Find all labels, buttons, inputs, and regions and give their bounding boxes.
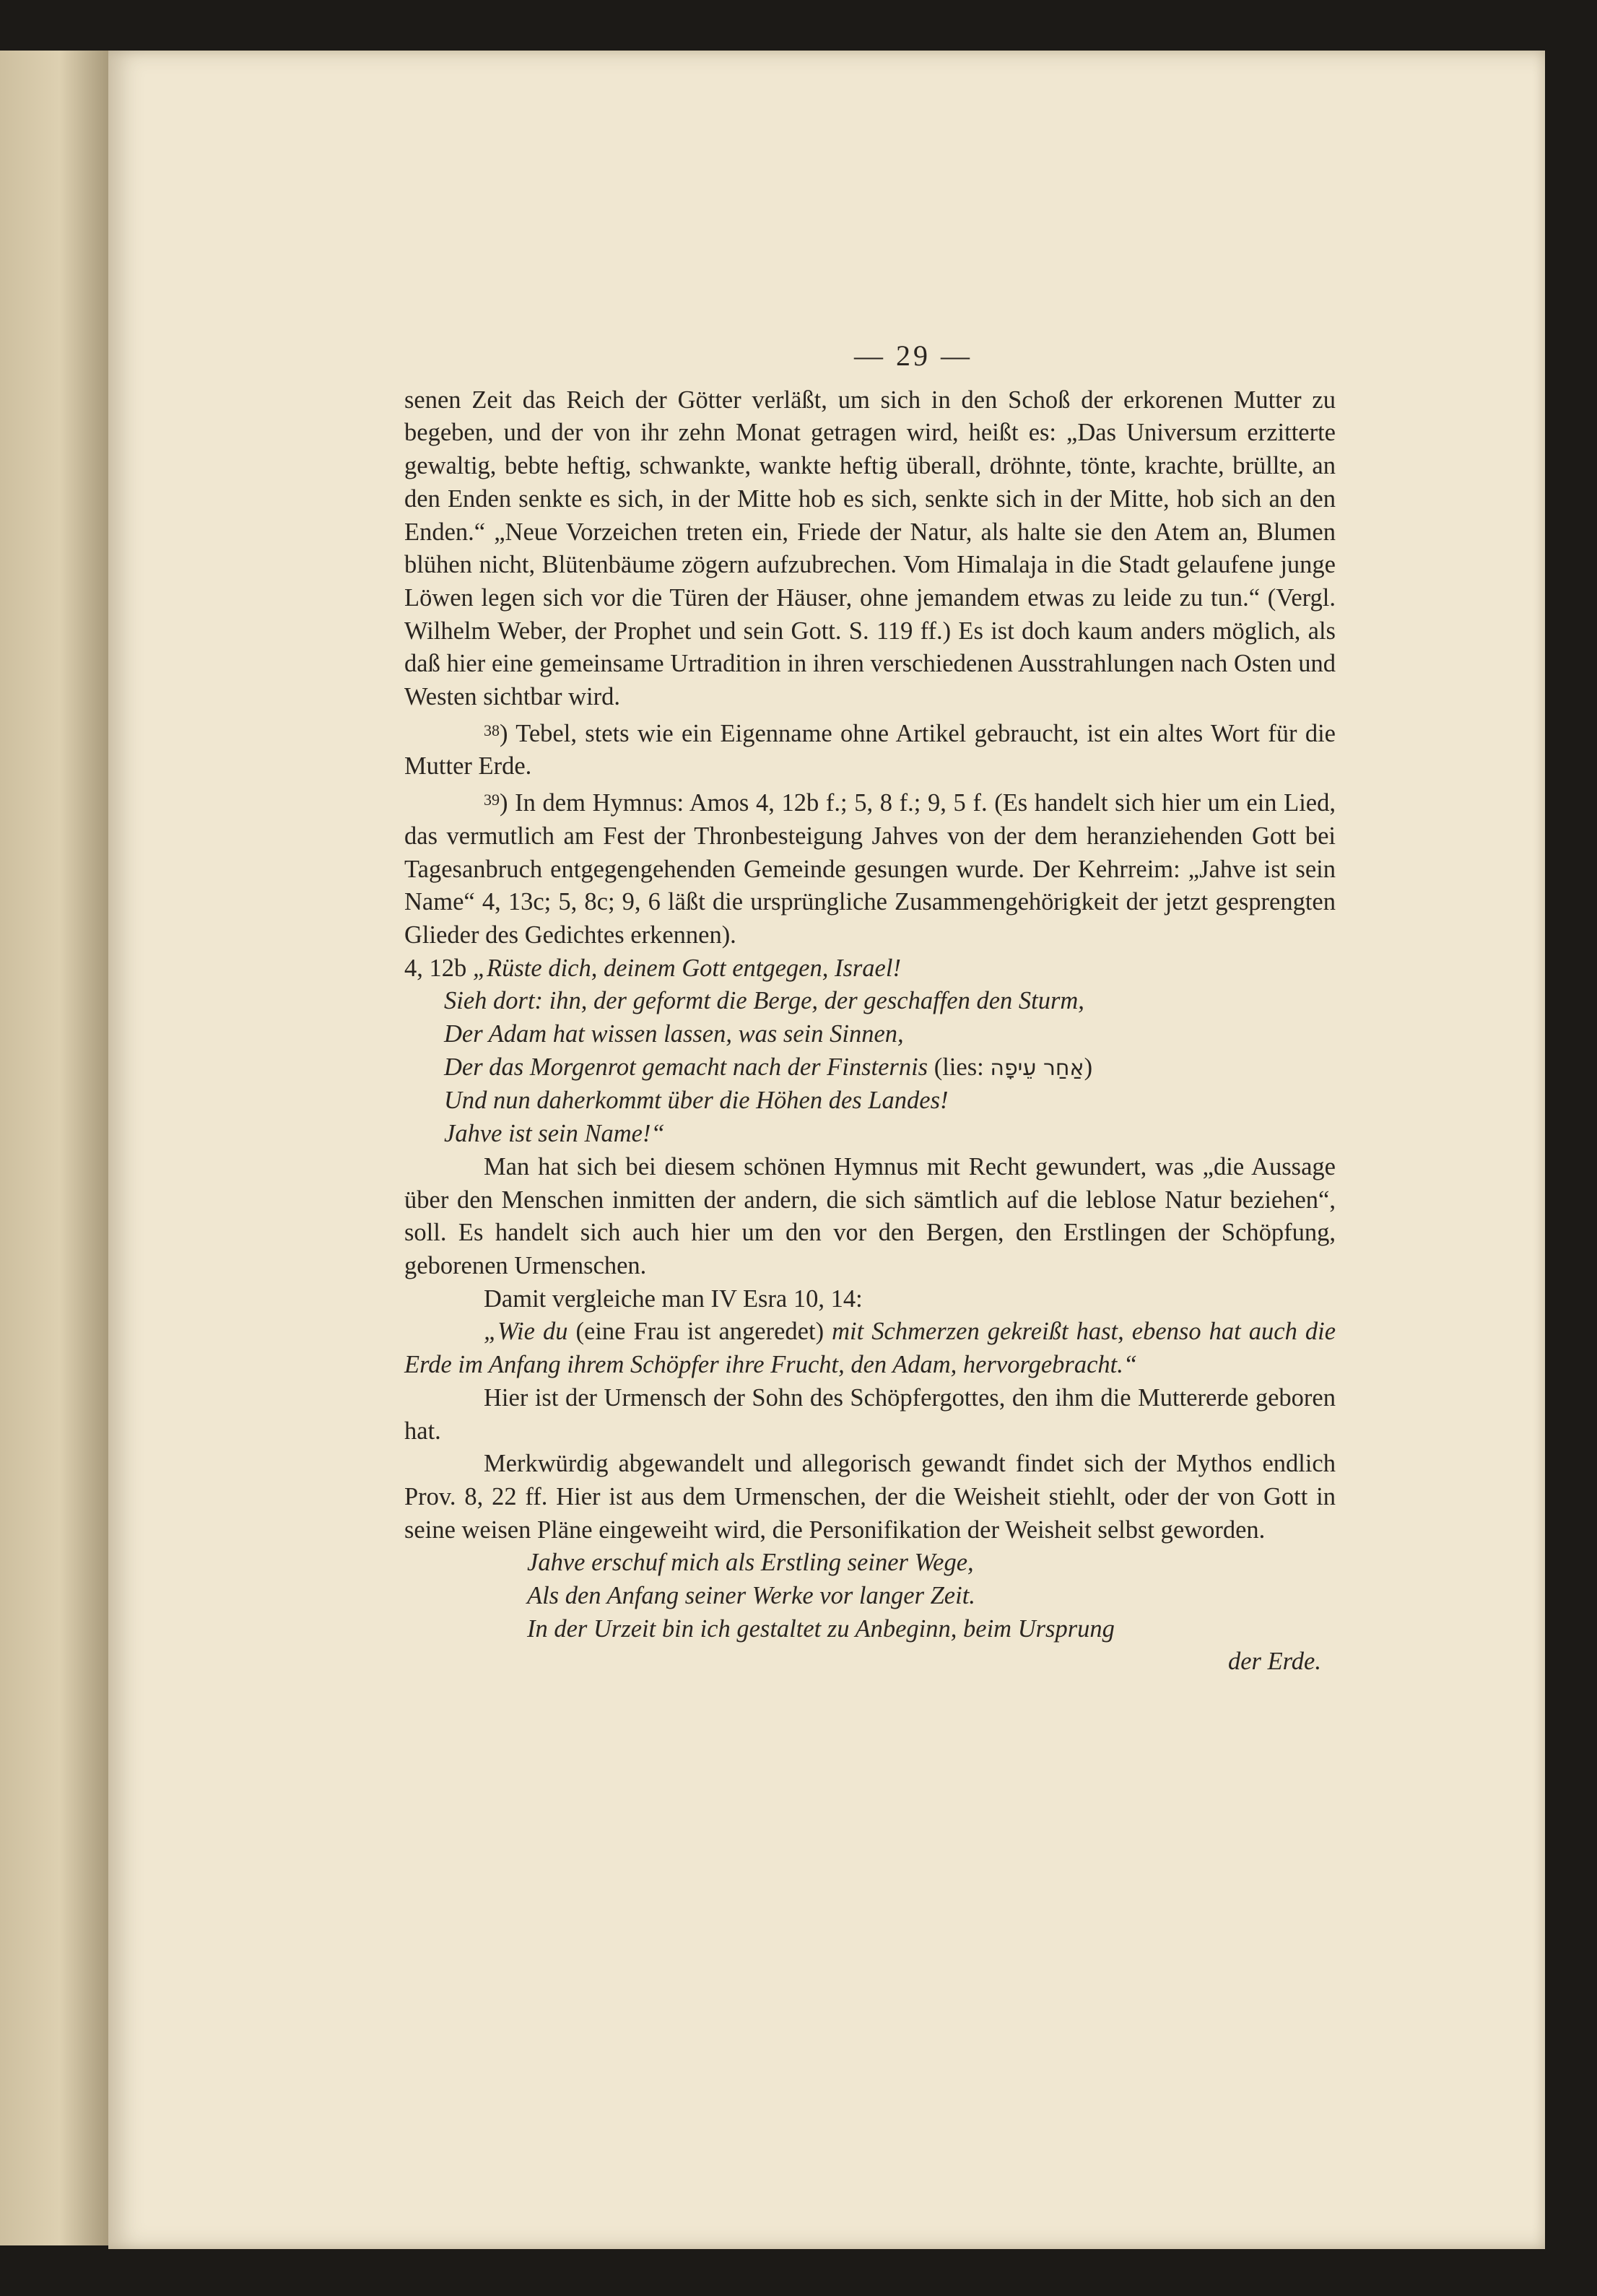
footnote-38-text: ) Tebel, stets wie ein Eigenname ohne Artikel gebraucht, ist ein altes Wort für die Mutter Erde. <box>404 719 1336 780</box>
esra-quote-part-2: (eine Frau ist angeredet) <box>575 1318 824 1346</box>
poem-line-2: Als den Anfang seiner Werke vor langer Zeit. <box>527 1582 975 1610</box>
amos-verse-label: 4, 12b <box>404 954 467 982</box>
paragraph-continuation: senen Zeit das Reich der Götter verläßt, um sich in den Schoß der erkorenen Mutter zu begeben, und der von ihr zehn Monat getragen wird, heißt es: „Das Universum erzitterte gewaltig, bebte heftig, schwankte, wankte heftig überall, dröhnte, tönte, krachte, brüllte, an den Enden senkte es sich, in der Mitte hob es sich, senkte sich in der Mitte, hob sich an den Enden.“ „Neue Vorzeichen treten ein, Friede der Natur, als halte sie den Atem an, Blumen blühen nicht, Blütenbäume zögern aufzubrechen. Vom Himalaja in die Stadt gelaufene junge Löwen legen sich vor die Türen der Häuser, ohne jemandem etwas zu leide zu tun.“ (Vergl. Wilhelm Weber, der Prophet und sein Gott. S. 119 ff.) Es ist doch kaum anders möglich, als daß hier eine gemeinsame Urtradition in ihren verschiedenen Ausstrahlungen nach Osten und Westen sichtbar wird. <box>404 386 1336 711</box>
amos-line-1-text: „Rüste dich, deinem Gott entgegen, Israel! <box>472 954 901 982</box>
footnote-38 <box>404 714 1336 783</box>
esra-intro: Damit vergleiche man IV Esra 10, 14: <box>484 1284 863 1313</box>
footnote-39 <box>404 783 1336 952</box>
hebrew-reading: אַחַר עֵיפָה <box>990 1055 1084 1081</box>
poem-line-4: der Erde. <box>1227 1648 1321 1676</box>
page-text <box>404 339 1336 1679</box>
amos-hymn <box>404 952 1336 1151</box>
urmensch-paragraph: Hier ist der Urmensch der Sohn des Schöpfergottes, den ihm die Muttererde geboren hat. <box>404 1383 1336 1445</box>
amos-line-5: Und nun daherkommt über die Höhen des Landes! <box>444 1087 949 1115</box>
proverbs-paragraph: Merkwürdig abgewandelt und allegorisch gewandt findet sich der Mythos endlich Prov. 8, 22 ff. Hier ist aus dem Urmenschen, der die Weisheit stiehlt, oder der von Gott in seine weisen Pläne eingeweiht wird, die Personifikation der Weisheit selbst geworden. <box>404 1450 1336 1544</box>
amos-line-4 <box>404 1051 1336 1085</box>
lies-close: ) <box>1084 1053 1093 1081</box>
amos-line-2: Sieh dort: ihn, der geformt die Berge, der geschaffen den Sturm, <box>444 987 1084 1015</box>
esra-quote <box>404 1316 1336 1381</box>
esra-quote-part-3: mit Schmerzen gekreißt hast, ebenso hat auch die Erde im Anfang ihrem Schöpfer ihre Frucht, den Adam, hervorgebracht.“ <box>404 1318 1336 1379</box>
amos-line-6: Jahve ist sein Name!“ <box>444 1120 665 1148</box>
hymn-commentary: Man hat sich bei diesem schönen Hymnus mit Recht gewundert, was „die Aussage über den Menschen inmitten der andern, die sich sämtlich auf die leblose Natur beziehen“, soll. Es handelt sich auch hier um den vor den Bergen, den Erstlingen der Schöpfung, geborenen Urmenschen. <box>404 1152 1336 1279</box>
lies-open: (lies: <box>934 1053 984 1081</box>
amos-line-3: Der Adam hat wissen lassen, was sein Sinnen, <box>444 1020 904 1048</box>
facing-page-edge <box>0 51 108 2245</box>
poem-line-3: In der Urzeit bin ich gestaltet zu Anbeginn, beim Ursprung <box>527 1614 1115 1643</box>
amos-line-4-text: Der das Morgenrot gemacht nach der Finsternis <box>444 1053 928 1081</box>
proverbs-poem <box>404 1547 1336 1679</box>
page-number: — 29 — <box>854 339 972 372</box>
book-page <box>108 51 1545 2249</box>
footnote-39-number: 39 <box>484 791 500 809</box>
esra-quote-part-1: „Wie du <box>484 1318 568 1346</box>
amos-line-1 <box>404 952 1336 986</box>
poem-line-1: Jahve erschuf mich als Erstling seiner Wege, <box>527 1549 974 1577</box>
footnote-38-number: 38 <box>484 721 500 739</box>
footnote-39-text: ) In dem Hymnus: Amos 4, 12b f.; 5, 8 f.; 9, 5 f. (Es handelt sich hier um ein Lied, das vermutlich am Fest der Thronbesteigung Jahves von der dem heranziehenden Gott bei Tagesanbruch entgegengehenden Gemeinde gesungen wurde. Der Kehrreim: „Jahve ist sein Name“ 4, 13c; 5, 8c; 9, 6 läßt die ursprüngliche Zusammengehörigkeit der jetzt gesprengten Glieder des Gedichtes erkennen). <box>404 789 1336 949</box>
